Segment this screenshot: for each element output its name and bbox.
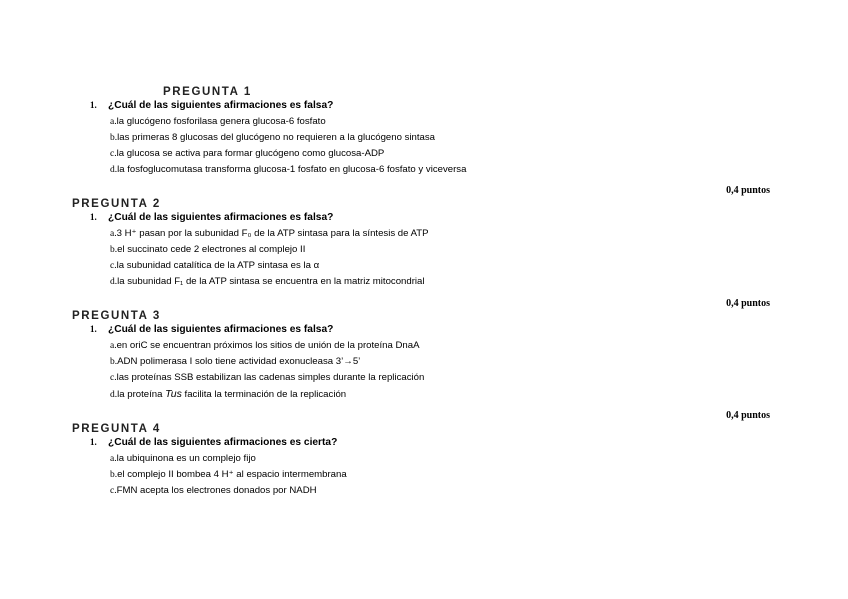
option-text: 3 H⁺ pasan por la subunidad F₀ de la ATP sintasa para la síntesis de ATP (116, 228, 429, 239)
option-text: en oriC se encuentran próximos los sitios de unión de la proteína DnaA (116, 340, 420, 351)
question-1-heading: PREGUNTA 1 (163, 86, 252, 98)
option-letter: b. (110, 357, 118, 367)
question-1-prompt (90, 100, 333, 111)
question-3-option-b[interactable] (110, 356, 360, 367)
question-3-option-c[interactable] (110, 372, 424, 383)
option-letter: c. (110, 486, 117, 496)
question-1-points: 0,4 puntos (726, 185, 770, 196)
question-1-option-a[interactable] (110, 116, 326, 127)
question-1-option-d[interactable] (110, 164, 466, 175)
option-letter: c. (110, 261, 117, 271)
question-3-points: 0,4 puntos (726, 410, 770, 421)
question-2-option-d[interactable] (110, 276, 425, 287)
option-text: la ubiquinona es un complejo fijo (116, 453, 256, 464)
option-letter: c. (110, 149, 117, 159)
question-4-prompt (90, 437, 337, 448)
option-letter: b. (110, 133, 118, 143)
option-text: ADN polimerasa I solo tiene actividad exonucleasa 3’→5’ (117, 356, 361, 367)
question-2-option-c[interactable] (110, 260, 319, 271)
option-text: las proteínas SSB estabilizan las cadenas simples durante la replicación (116, 372, 425, 383)
protein-name: Tus (165, 388, 182, 400)
question-text: ¿Cuál de las siguientes afirmaciones es falsa? (108, 212, 334, 223)
option-text: el succinato cede 2 electrones al complejo II (117, 244, 306, 255)
option-letter: d. (110, 277, 118, 287)
question-1-option-c[interactable] (110, 148, 384, 159)
option-text: el complejo II bombea 4 H⁺ al espacio intermembrana (117, 469, 347, 480)
question-number: 1. (90, 100, 97, 110)
question-4-option-b[interactable] (110, 469, 347, 480)
question-number: 1. (90, 437, 97, 447)
question-4-option-c[interactable] (110, 485, 317, 496)
question-2-points: 0,4 puntos (726, 298, 770, 309)
option-letter: a. (110, 341, 117, 351)
option-text-start: la proteína (117, 389, 166, 400)
question-2-heading: PREGUNTA 2 (72, 198, 161, 210)
question-text: ¿Cuál de las siguientes afirmaciones es cierta? (108, 437, 338, 448)
option-text: la glucógeno fosforilasa genera glucosa-6 fosfato (116, 116, 326, 127)
question-3-heading: PREGUNTA 3 (72, 310, 161, 322)
option-text: las primeras 8 glucosas del glucógeno no requieren a la glucógeno sintasa (117, 132, 435, 143)
question-3-option-d[interactable] (110, 388, 346, 400)
question-number: 1. (90, 212, 97, 222)
question-3-option-a[interactable] (110, 340, 420, 351)
question-text: ¿Cuál de las siguientes afirmaciones es falsa? (108, 100, 334, 111)
option-text: la subunidad F₁ de la ATP sintasa se encuentra en la matriz mitocondrial (117, 276, 425, 287)
question-1-option-b[interactable] (110, 132, 435, 143)
option-letter: d. (110, 165, 118, 175)
option-letter: a. (110, 454, 117, 464)
option-text-end: facilita la terminación de la replicación (181, 389, 347, 400)
question-3-prompt (90, 324, 333, 335)
question-2-option-a[interactable] (110, 228, 429, 239)
option-letter: a. (110, 117, 117, 127)
option-letter: b. (110, 245, 118, 255)
question-4-option-a[interactable] (110, 453, 256, 464)
question-4-heading: PREGUNTA 4 (72, 423, 161, 435)
question-text: ¿Cuál de las siguientes afirmaciones es falsa? (108, 324, 334, 335)
option-letter: c. (110, 373, 117, 383)
option-text: FMN acepta los electrones donados por NADH (116, 485, 317, 496)
question-2-option-b[interactable] (110, 244, 305, 255)
option-letter: a. (110, 229, 117, 239)
option-text: la fosfoglucomutasa transforma glucosa-1 fosfato en glucosa-6 fosfato y viceversa (117, 164, 467, 175)
option-text: la glucosa se activa para formar glucógeno como glucosa-ADP (116, 148, 385, 159)
option-letter: d. (110, 390, 118, 400)
option-text: la subunidad catalítica de la ATP sintasa es la α (116, 260, 320, 271)
question-2-prompt (90, 212, 333, 223)
question-number: 1. (90, 324, 97, 334)
option-letter: b. (110, 470, 118, 480)
